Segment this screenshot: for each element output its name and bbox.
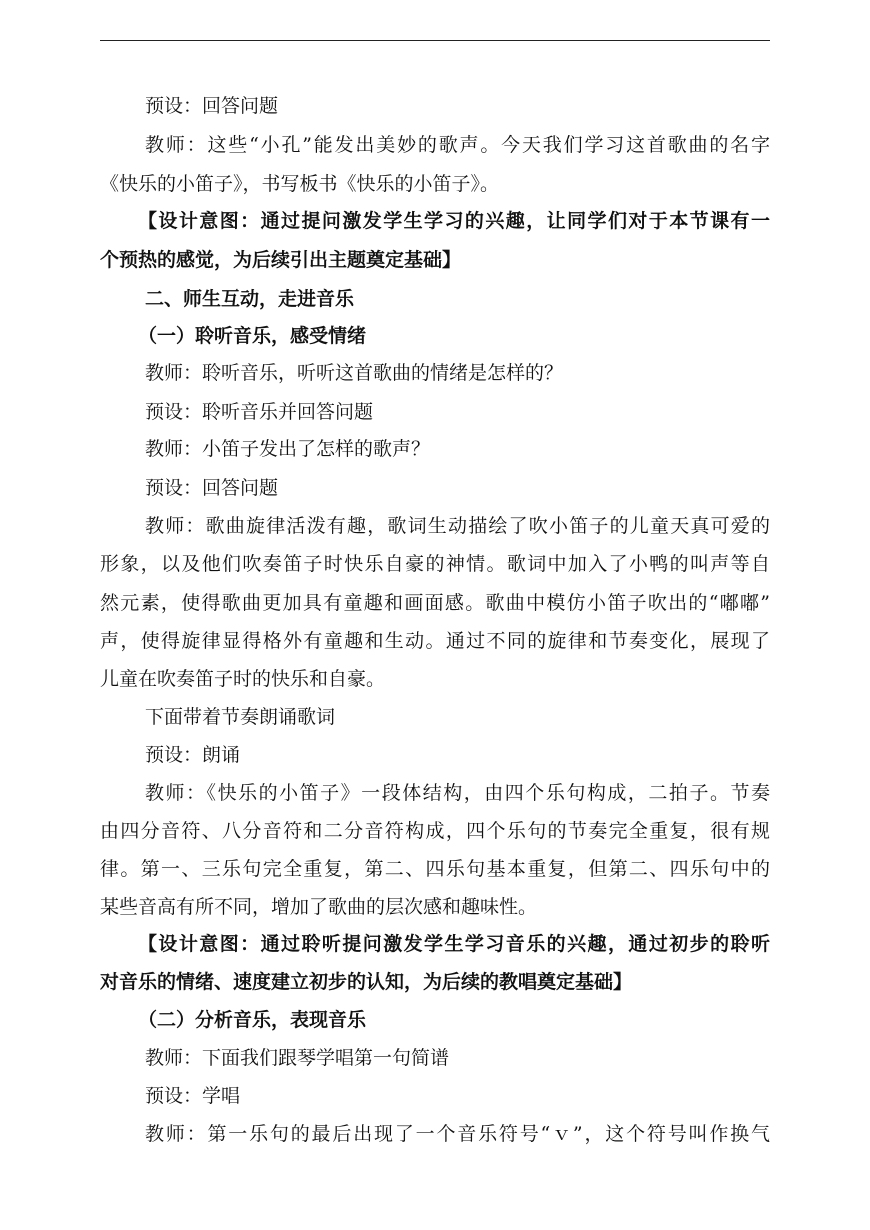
text-line: 教师：《快乐的小笛子》一段体结构，由四个乐句构成，二拍子。节奏 — [145, 782, 770, 804]
text-line: 然元素，使得歌曲更加具有童趣和画面感。歌曲中模仿小笛子吹出的“嘟嘟” — [100, 592, 770, 614]
text-line: 教师：歌曲旋律活泼有趣，歌词生动描绘了吹小笛子的儿童天真可爱的 — [145, 515, 770, 537]
text-line: 《快乐的小笛子》，书写板书《快乐的小笛子》。 — [100, 173, 500, 195]
text-line: 教师：第一乐句的最后出现了一个音乐符号“ｖ”，这个符号叫作换气 — [145, 1123, 770, 1145]
text-line: 预设：聆听音乐并回答问题 — [145, 401, 374, 423]
text-line: 教师：聆听音乐，听听这首歌曲的情绪是怎样的？ — [145, 362, 564, 384]
text-line: 预设：回答问题 — [145, 477, 279, 499]
header-rule — [100, 40, 770, 41]
text-line: 某些音高有所不同，增加了歌曲的层次感和趣味性。 — [100, 896, 538, 918]
text-line: 教师：这些“小孔”能发出美妙的歌声。今天我们学习这首歌曲的名字 — [145, 134, 770, 156]
design-intent-line: 【设计意图：通过提问激发学生学习的兴趣，让同学们对于本节课有一 — [138, 210, 770, 232]
text-line: 律。第一、三乐句完全重复，第二、四乐句基本重复，但第二、四乐句中的 — [100, 858, 770, 880]
text-line: 声，使得旋律显得格外有童趣和生动。通过不同的旋律和节奏变化，展现了 — [100, 630, 770, 652]
text-line: 预设：回答问题 — [145, 95, 279, 117]
design-intent-line: 个预热的感觉，为后续引出主题奠定基础】 — [100, 249, 462, 271]
text-line: 下面带着节奏朗诵歌词 — [145, 706, 336, 728]
text-line: 儿童在吹奏笛子时的快乐和自豪。 — [100, 668, 386, 690]
text-line: 教师：下面我们跟琴学唱第一句简谱 — [145, 1047, 450, 1069]
subsection-heading: （二）分析音乐，表现音乐 — [138, 1009, 367, 1031]
text-line: 预设：朗诵 — [145, 744, 241, 766]
design-intent-line: 【设计意图：通过聆听提问激发学生学习音乐的兴趣，通过初步的聆听 — [138, 933, 770, 955]
section-heading: 二、师生互动，走进音乐 — [145, 288, 355, 310]
text-line: 教师：小笛子发出了怎样的歌声？ — [145, 438, 431, 460]
design-intent-line: 对音乐的情绪、速度建立初步的认知，为后续的教唱奠定基础】 — [100, 971, 633, 993]
text-line: 形象，以及他们吹奏笛子时快乐自豪的神情。歌词中加入了小鸭的叫声等自 — [100, 553, 770, 575]
text-line: 预设：学唱 — [145, 1085, 241, 1107]
subsection-heading: （一）聆听音乐，感受情绪 — [138, 325, 367, 347]
text-line: 由四分音符、八分音符和二分音符构成，四个乐句的节奏完全重复，很有规 — [100, 820, 770, 842]
